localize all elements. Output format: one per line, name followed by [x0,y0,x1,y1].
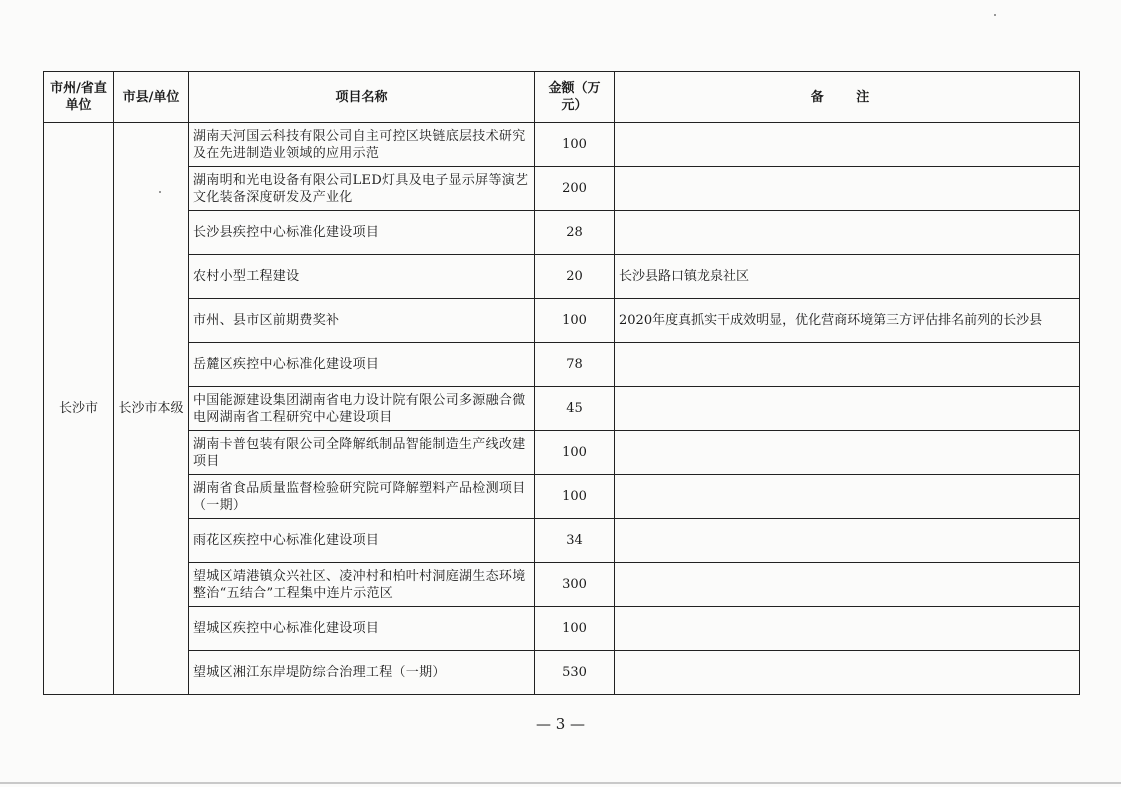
note-value [615,167,1080,211]
note-value: 2020年度真抓实干成效明显，优化营商环境第三方评估排名前列的长沙县 [615,299,1080,343]
scan-edge-line [0,782,1121,784]
scan-speck [994,14,996,16]
amount-value: 20 [535,255,615,299]
header-project: 项目名称 [189,72,535,123]
amount-value: 530 [535,651,615,695]
project-name: 望城区靖港镇众兴社区、凌冲村和柏叶村洞庭湖生态环境整治“五结合”工程集中连片示范区 [189,563,535,607]
table-row [44,651,1080,695]
amount-value: 100 [535,431,615,475]
table-row [44,519,1080,563]
project-name: 湖南卡普包装有限公司全降解纸制品智能制造生产线改建项目 [189,431,535,475]
table-row [44,343,1080,387]
project-name: 岳麓区疾控中心标准化建设项目 [189,343,535,387]
table-row [44,563,1080,607]
funding-table [43,71,1080,695]
project-name: 市州、县市区前期费奖补 [189,299,535,343]
county-cell: 长沙市本级 [114,123,189,695]
scan-speck [159,191,161,193]
note-value [615,387,1080,431]
amount-value: 100 [535,475,615,519]
project-name: 湖南省食品质量监督检验研究院可降解塑料产品检测项目（一期） [189,475,535,519]
note-value [615,651,1080,695]
table-row [44,255,1080,299]
amount-value: 45 [535,387,615,431]
note-value: 长沙县路口镇龙泉社区 [615,255,1080,299]
project-name: 望城区疾控中心标准化建设项目 [189,607,535,651]
header-county: 市县/单位 [114,72,189,123]
note-value [615,211,1080,255]
region-cell: 长沙市 [44,123,114,695]
page-number: — 3 — [535,715,586,733]
note-value [615,607,1080,651]
note-value [615,475,1080,519]
project-name: 湖南天河国云科技有限公司自主可控区块链底层技术研究及在先进制造业领域的应用示范 [189,123,535,167]
table-row [44,299,1080,343]
table-row [44,387,1080,431]
project-name: 农村小型工程建设 [189,255,535,299]
amount-value: 300 [535,563,615,607]
amount-value: 100 [535,607,615,651]
project-name: 中国能源建设集团湖南省电力设计院有限公司多源融合微电网湖南省工程研究中心建设项目 [189,387,535,431]
note-value [615,123,1080,167]
table-row [44,475,1080,519]
header-note: 备 注 [615,72,1080,123]
header-amount: 金额（万元） [535,72,615,123]
amount-value: 28 [535,211,615,255]
table-header-row [44,72,1080,123]
amount-value: 78 [535,343,615,387]
table-row [44,211,1080,255]
table-row [44,123,1080,167]
note-value [615,563,1080,607]
project-name: 望城区湘江东岸堤防综合治理工程（一期） [189,651,535,695]
amount-value: 200 [535,167,615,211]
amount-value: 34 [535,519,615,563]
note-value [615,431,1080,475]
project-name: 湖南明和光电设备有限公司LED灯具及电子显示屏等演艺文化装备深度研发及产业化 [189,167,535,211]
table-row [44,431,1080,475]
table-row [44,607,1080,651]
header-region: 市州/省直单位 [44,72,114,123]
table-row [44,167,1080,211]
project-name: 雨花区疾控中心标准化建设项目 [189,519,535,563]
project-name: 长沙县疾控中心标准化建设项目 [189,211,535,255]
note-value [615,519,1080,563]
amount-value: 100 [535,299,615,343]
note-value [615,343,1080,387]
amount-value: 100 [535,123,615,167]
